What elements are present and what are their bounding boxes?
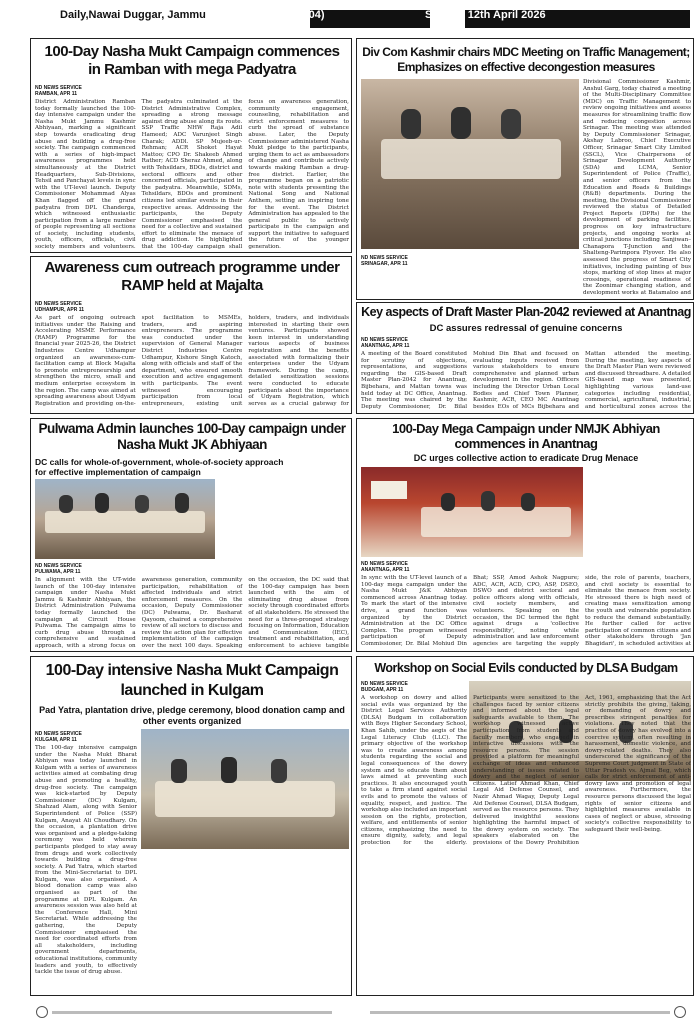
byline-agency: ND NEWS SERVICE — [361, 561, 408, 567]
byline-agency: ND NEWS SERVICE — [35, 731, 82, 737]
subheadline: DC urges collective action to eradicate Drug Menace — [413, 453, 639, 463]
article-ramban — [30, 38, 352, 253]
news-photo — [361, 467, 583, 557]
subheadline: Pad Yatra, plantation drive, pledge ceremony, blood donation camp and other events organized — [39, 705, 345, 726]
article-dlsa-budgam — [356, 656, 694, 996]
headline: Div Com Kashmir chairs MDC Meeting on Traffic Management; Emphasizes on effective decongestion measures — [362, 45, 690, 74]
paper-title: Daily,Nawai Duggar, Jammu — [60, 9, 206, 21]
news-photo — [35, 479, 215, 559]
subheadline: DC assures redressal of genuine concerns — [429, 323, 623, 334]
article-ramp-majalta — [30, 256, 352, 414]
byline-dateline: RAMBAN, APR 11 — [35, 91, 78, 97]
article-master-plan-anantnag — [356, 302, 694, 414]
headline: 100-Day intensive Nasha Mukt Campaign launched in Kulgam — [45, 662, 339, 699]
news-photo — [361, 79, 579, 249]
byline-dateline: UDHAMPUR, APR 11 — [35, 307, 84, 313]
footer-bar — [52, 1011, 332, 1014]
subheadline: DC calls for whole-of-government, whole-of-society approach for effective implementation of campaign — [35, 457, 284, 477]
body-text: As part of ongoing outreach initiatives under the Raising and Accelerating MSME Performance (RAMP) Programme for the financial year 2025-26, the District Industries Centre Udhampur organized an awareness-cum-facilitation camp at Block Majalta to promote entrepreneurship and strengthen the micro, small and medium enterprise ecosystem in the region. The camp was aimed at spreading awareness about Udyam Registration and providing on-the-spot facilitation to MSMEs, traders, and aspiring entrepreneurs. The programme was conducted under the supervision of General Manager District Industries Centre Udhampur, Kishore Singh Katoch, along with officials and staff of the department, who ensured smooth execution and active engagement with participants. The event witnessed encouraging participation from local entrepreneurs, existing unit holders, traders, and individuals interested in starting their own ventures. Participants showed keen interest in understanding various aspects of business registration and the benefits associated with formalizing their enterprises under the Udyam framework. During the camp, detailed sensitization sessions were conducted to educate participants about the importance of Udyam Registration, which serves as a crucial gateway for — [35, 315, 349, 407]
byline-agency: ND NEWS SERVICE — [361, 681, 408, 687]
footer-dot-icon — [674, 1006, 686, 1018]
byline-dateline: BUDGAM, APR 11 — [361, 687, 404, 693]
footer-bar — [370, 1011, 670, 1014]
page-number: (Page- 04) — [272, 9, 325, 21]
news-photo — [141, 729, 349, 849]
byline-agency: ND NEWS SERVICE — [361, 255, 408, 261]
body-text: In alignment with the UT-wide launch of the 100-day intensive campaign under Nasha Mukt Jammu & Kashmir Abhiyaan, the District Administration Pulwama today formally launched the campaign at Circuit House Pulwama. The campaign aims to curb drug abuse through a comprehensive and sustained approach, with a strong focus on awareness generation, community participation, rehabilitation of affected individuals and strict enforcement measures. On the occasion, Deputy Commissioner (DC) Pulwama, Dr. Basharat Qayoom, chaired a comprehensive review of all sectors to discuss and review the action plan for effective implementation of the campaign over the next 100 days. Speaking on the occasion, the DC said that the 100-day campaign has been launched with the aim of eliminating drug abuse from society through coordinated efforts of all stakeholders. He stressed the need for a three-pronged strategy focusing on Information, Education and Communication (IEC), treatment and rehabilitation, and enforcement to achieve tangible — [35, 577, 349, 649]
headline: 100-Day Mega Campaign under NMJK Abhiyan commences in Anantnag — [392, 421, 660, 451]
page-number-band — [310, 10, 430, 28]
body-text: District Administration Ramban today formally launched the 100-day intensive campaign under the Nasha Mukt Jammu Kashmir Abhiyaan, marking a significant step towards eradicating drug abuse and building a drug-free society. The campaign commenced with a series of high-impact awareness programmes held simultaneously at the District Headquarters, Sub-Divisions, Tehsil and Panchayat levels in sync with the UT-level launch. Deputy Commissioner Mohammad Alyas Khan flagged off the grand padyatra from DPL Chanderga, which witnessed enthusiastic participation from a large number of people representing all sections of society, including students, youth, officers, officials, civil society members and volunteers. The padyatra culminated at the District Administrative Complex, spreading a strong message against drug abuse along its route. SSP Traffic NHW Raja Adil Hameed; ADC Varunjeet Singh Charak; ADDl. SP Mujeeb-ur-Rehman; ACR Shoket Hayat Mattoo; CPO Dr. Shakeeb Ahmed Rather; ACD Sheraz Ahmed, along with Tehsildars, BDOs, district and sectoral officers and other concerned officials, participated in the padyatra. Meanwhile, SDMs, Tehsildars, BDOs and prominent citizens led similar events in their respective areas. Addressing the participants, the Deputy Commissioner emphasised the need for a collective and sustained effort to eliminate the menace of drug addiction. He highlighted that the 100-day campaign shall focus on awareness generation, community engagement, counseling, rehabilitation and strict enforcement measures to curb the spread of substance abuse. Later, the Deputy Commissioner administered Nasha Mukt pledge to the participants, urging them to act as ambassadors of change and contribute actively towards making Ramban a drug-free district. Earlier, the programme began on a patriotic note with students presenting the National Song and National Anthem, setting an inspiring tone for the event. The District Administration has appealed to the general public to actively participate in the campaign and support the initiative to safeguard the future of the younger generation. — [35, 99, 349, 251]
footer-strip — [0, 1002, 699, 1024]
byline-dateline: SRINAGAR, APR 11 — [361, 261, 408, 267]
body-text: Divisional Commissioner Kashmir, Anshul Garg, today chaired a meeting of the Multi-Disciplinary Committee (MDC) on Traffic Management to review ongoing initiatives and assess measures for streamlining traffic flow and reducing congestion across Srinagar. The meeting was attended by Deputy Commissioner Srinagar, Akshay Labroo, Chief Executive Officer, Srinagar Smart City Limited (SSCL), Vice Chairpersons of Srinagar Development Authority (SDA) and LCMA, Senior Superintendent of Police (Traffic), and senior officers from the Education and Roads & Buildings (R&B) departments. During the meeting, the Divisional Commissioner reviewed the status of Detailed Project Reports (DPRs) for the development of parking facilities, progress on key infrastructure projects, and ongoing works at critical junctions including Sanjiwan–Chanapora T-Junction and the Shalteng-Parimpora Flyover. He also assessed the progress of Smart City initiatives, including painting of bus stops, marking of stop lines at major crossings, operational readiness of the Zoonimar changing station, and development works at Batamaloo and — [583, 79, 691, 296]
byline-dateline: ANANTNAG, APR 11 — [361, 567, 410, 573]
headline: Pulwama Admin launches 100-Day campaign under Nasha Mukt JK Abhiyaan — [38, 421, 346, 452]
body-text: The 100-day intensive campaign under the Nasha Mukt Bharat Abhiyan was today launched in Kulgam with a series of awareness activities aimed at combating drug abuse and promoting a healthy, drug-free society. The campaign was kick-started by Deputy Commissioner (DC) Kulgam, Shahzad Alam, along with Senior Superintendent of Police (SSP) Kulgam, Anayat Ali Choudhary. On the occasion, a plantation drive was organised and a pledge-taking ceremony was held wherein participants pledged to stay away from drugs and work collectively towards building a drug-free society. A Pad Yatra, which started from the Mini-Secretariat to DPL Kulgam, was also organised. A blood donation camp was also organised as part of the programme at DPL Kulgam. An awareness session was also held at the Conference Hall, Mini Secretariat. While addressing the gathering, the Deputy Commissioner emphasised the need for coordinated efforts from all stakeholders, including government departments, educational institutions, community leaders and youth, to effectively tackle the issue of drug abuse. — [35, 745, 137, 976]
headline: 100-Day Nasha Mukt Campaign commences in Ramban with mega Padyatra — [44, 43, 340, 78]
headline: Awareness cum outreach programme under RAMP held at Majalta — [44, 259, 340, 294]
article-pulwama-campaign — [30, 418, 352, 652]
byline-agency: ND NEWS SERVICE — [35, 301, 82, 307]
footer-dot-icon — [36, 1006, 48, 1018]
article-kulgam-campaign — [30, 656, 352, 996]
byline-agency: ND NEWS SERVICE — [35, 85, 82, 91]
body-text: A meeting of the Board constituted for scrutiny of objections, representations, and suggestions regarding the GIS-based Draft Master Plan-2042 for Anantnag, Bijbehara, and Mattan towns was held today at DC Office, Anantnag. The meeting was chaired by the Deputy Commissioner, Dr. Bilal Mohiud Din Bhat and focused on evaluating inputs received from various stakeholders to ensure comprehensive and planned urban development in the region. Officers including the Director Urban Local Bodies and Chief Town Planner, Kashmir, ACR, CEO MC Anantnag besides EOs of MCs Bijbehara and Mattan attended the meeting. During the meeting, key aspects of the Draft Master Plan were reviewed and discussed threadbare. A detailed GIS-based map was presented, highlighting various land-use categories including residential, commercial, agricultural, industrial, and horticultural zones across the — [361, 351, 691, 410]
byline-dateline: PULWAMA, APR 11 — [35, 569, 81, 575]
byline-dateline: KULGAM, APR 11 — [35, 737, 77, 743]
headline: Key aspects of Draft Master Plan-2042 reviewed at Anantnag — [361, 305, 691, 319]
body-text: In sync with the UT-level launch of a 100-day mega campaign under the Nasha Mukt J&K Abhiyan commenced across Anantnag today. To mark the start of the intensive drive, a grand function was organized by the District Administration at the DC Office Complex. The program witnessed participation of Deputy Commissioner, Dr. Bilal Mohiud Din Bhat; SSP, Amod Ashok Nagpure; ADC, ACR, ACD, CPO, ASP, DSEO, DSWO and district sectoral and police officers along with officials, civil society members, and volunteers. Speaking on the occasion, the DC termed the fight against drugs a 'collective responsibility', noting while administration and law enforcement agencies are targeting the supply side, the role of parents, teachers, and civil society is essential to eliminate the menace from society. He stressed there is high need of creating mass sensitization among the youth and vulnerable population to reduce the demand substantially. He further called for active participation of common citizens and other stakeholders through 'Jan Bhagidari', in scheduled activities at — [361, 575, 691, 647]
article-div-com-traffic — [356, 38, 694, 300]
issue-date: Sunday 12th April 2026 — [425, 9, 546, 21]
headline: Workshop on Social Evils conducted by DLSA Budgam — [374, 661, 678, 675]
byline-dateline: ANANTNAG, APR 11 — [361, 343, 410, 349]
byline-agency: ND NEWS SERVICE — [361, 337, 408, 343]
masthead — [0, 0, 699, 36]
article-anantnag-nmjk — [356, 418, 694, 652]
byline-agency: ND NEWS SERVICE — [35, 563, 82, 569]
body-text: A workshop on dowry and allied social evils was organized by the District Legal Services Authority (DLSA) Budgam in collaboration with Boys Higher Secondary School, Khan Sahib, under the aegis of the Legal Literacy Club (LLC). The primary objective of the workshop was to create awareness among students regarding the social and legal consequences of the dowry system and to educate them about laws aimed at preventing such practices. It also encouraged youth to take a firm stand against social evils and to promote the values of equality, respect, and justice. The workshop also included an important session on the rights, protection, welfare, and entitlements of senior citizens, emphasizing the need to ensure dignity, safety, and legal protection for the elderly. Participants were sensitized to the challenges faced by senior citizens and informed about the legal safeguards available to them. The workshop witnessed active participation from students and faculty members, who engaged in interactive discussions with the resource persons. The session provided a platform for meaningful exchange of ideas and enhanced understanding of issues related to dowry and the neglect of senior citizens. Latief Ahmad Khan, Chief Legal Aid Defense Counsel, and Nazir Ahmad Wagay, Deputy Legal Aid Defense Counsel, DLSA Budgam, served as the resource persons. They delivered insightful sessions highlighting the harmful impact of the dowry system on society. The speakers elaborated on the provisions of the Dowry Prohibition Act, 1961, emphasizing that the Act strictly prohibits the giving, taking, or demanding of dowry and prescribes stringent penalties for violations. They noted that the practice of dowry has evolved into a coercive system, often resulting in harassment, domestic violence, and dowry-related deaths. They also underscored the significance of the Supreme Court judgment in State of Uttar Pradesh vs. Ajmal Beg, which calls for strict enforcement of anti-dowry laws and promotion of legal awareness. Furthermore, the resource persons discussed the legal rights of senior citizens and highlighted measures available in cases of neglect or abuse, stressing society's collective responsibility to safeguard their well-being. — [361, 695, 691, 847]
